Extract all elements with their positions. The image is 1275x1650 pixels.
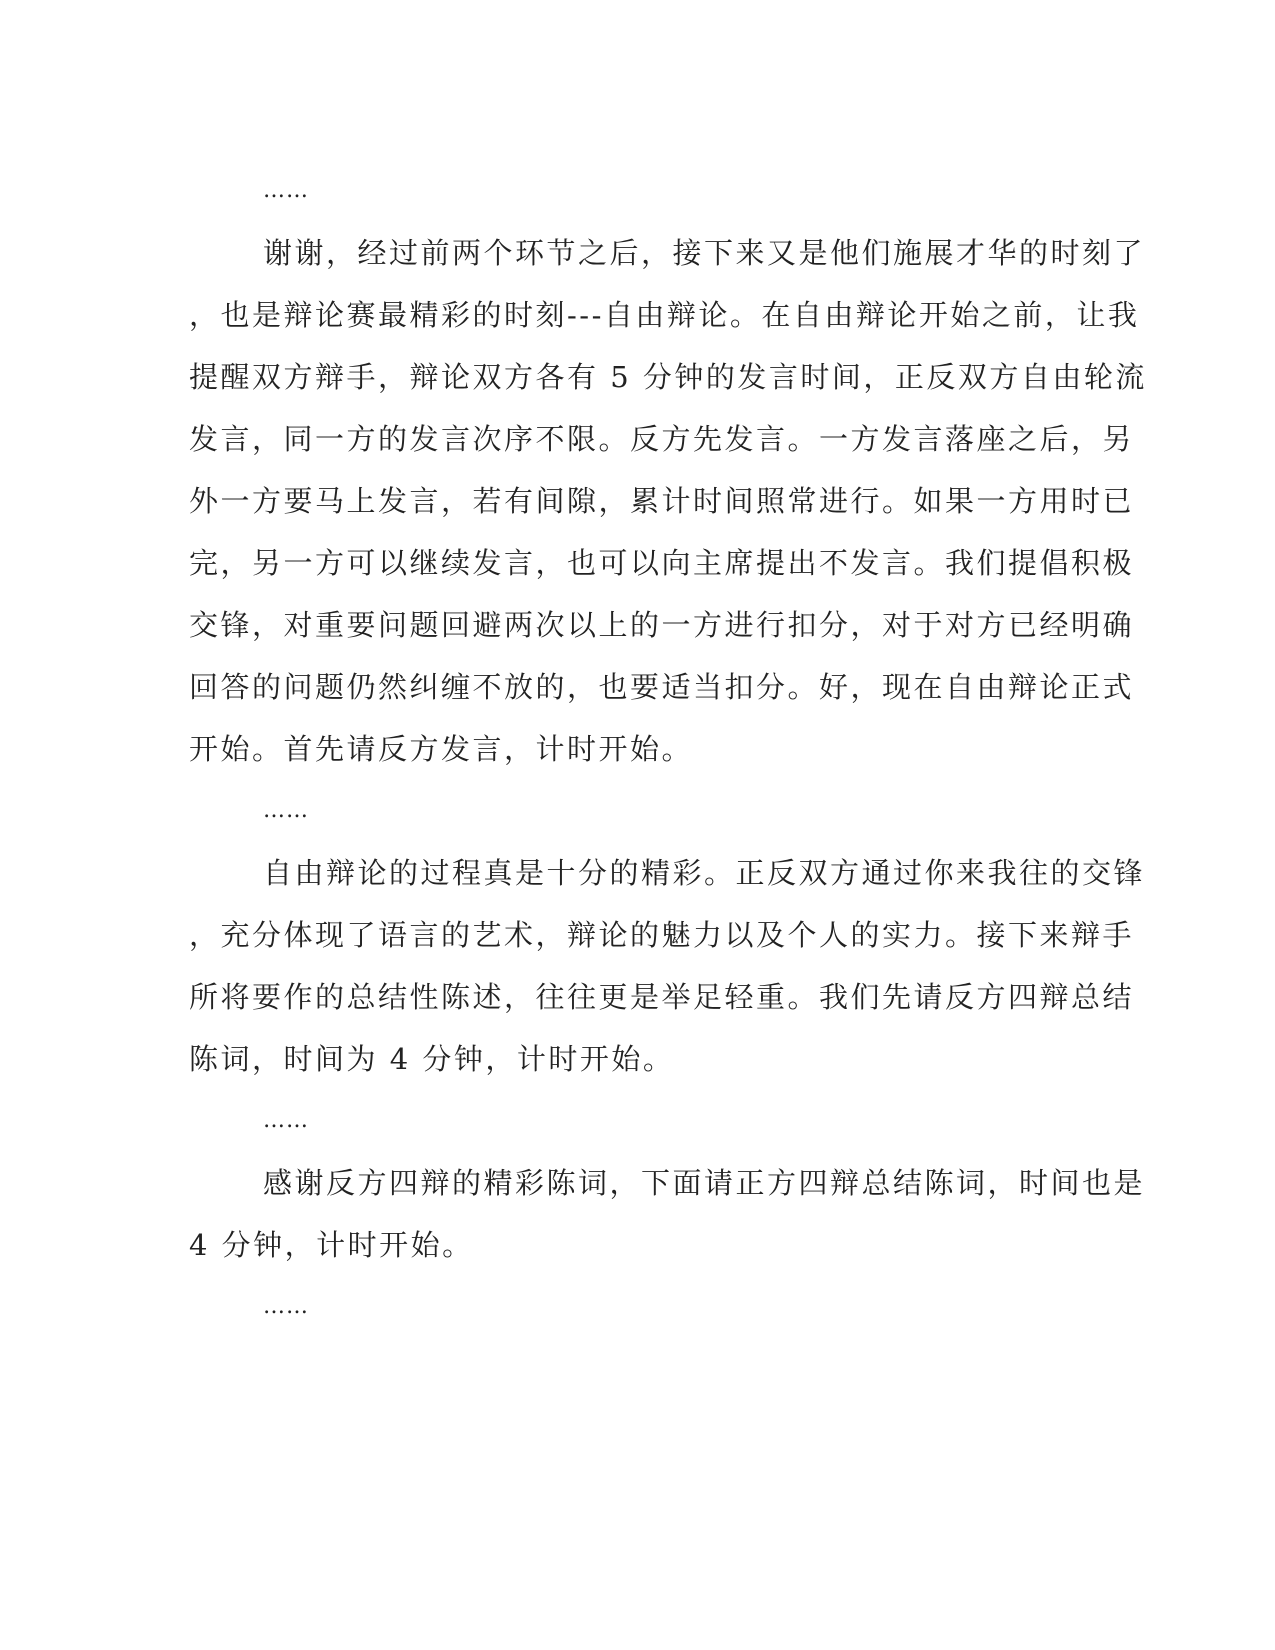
paragraph-line: 所将要作的总结性陈述，往往更是举足轻重。我们先请反方四辩总结 — [189, 980, 1135, 1014]
document-body — [189, 160, 1147, 1338]
paragraph-line: 谢谢，经过前两个环节之后，接下来又是他们施展才华的时刻了 — [263, 236, 1146, 270]
ellipsis-line: …… — [263, 798, 309, 823]
ellipsis-line: …… — [263, 1108, 309, 1133]
paragraph-line: 发言，同一方的发言次序不限。反方先发言。一方发言落座之后，另 — [189, 422, 1135, 456]
ellipsis-line: …… — [263, 178, 309, 203]
paragraph-line: 提醒双方辩手，辩论双方各有 5 分钟的发言时间，正反双方自由轮流 — [189, 360, 1147, 394]
paragraph-line: 完，另一方可以继续发言，也可以向主席提出不发言。我们提倡积极 — [189, 546, 1135, 580]
paragraph-line: ，充分体现了语言的艺术，辩论的魅力以及个人的实力。接下来辩手 — [189, 918, 1135, 952]
paragraph-line: 陈词，时间为 4 分钟，计时开始。 — [189, 1042, 675, 1076]
ellipsis-line: …… — [263, 1294, 309, 1319]
paragraph-line: ，也是辩论赛最精彩的时刻---自由辩论。在自由辩论开始之前，让我 — [189, 298, 1140, 332]
paragraph-line: 感谢反方四辩的精彩陈词，下面请正方四辩总结陈词，时间也是 — [263, 1166, 1146, 1200]
paragraph-line: 自由辩论的过程真是十分的精彩。正反双方通过你来我往的交锋 — [263, 856, 1146, 890]
paragraph-line: 外一方要马上发言，若有间隙，累计时间照常进行。如果一方用时已 — [189, 484, 1135, 518]
paragraph-line: 4 分钟，计时开始。 — [189, 1228, 474, 1262]
paragraph-line: 交锋，对重要问题回避两次以上的一方进行扣分，对于对方已经明确 — [189, 608, 1135, 642]
paragraph-line: 开始。首先请反方发言，计时开始。 — [189, 732, 694, 766]
paragraph-line: 回答的问题仍然纠缠不放的，也要适当扣分。好，现在自由辩论正式 — [189, 670, 1135, 704]
